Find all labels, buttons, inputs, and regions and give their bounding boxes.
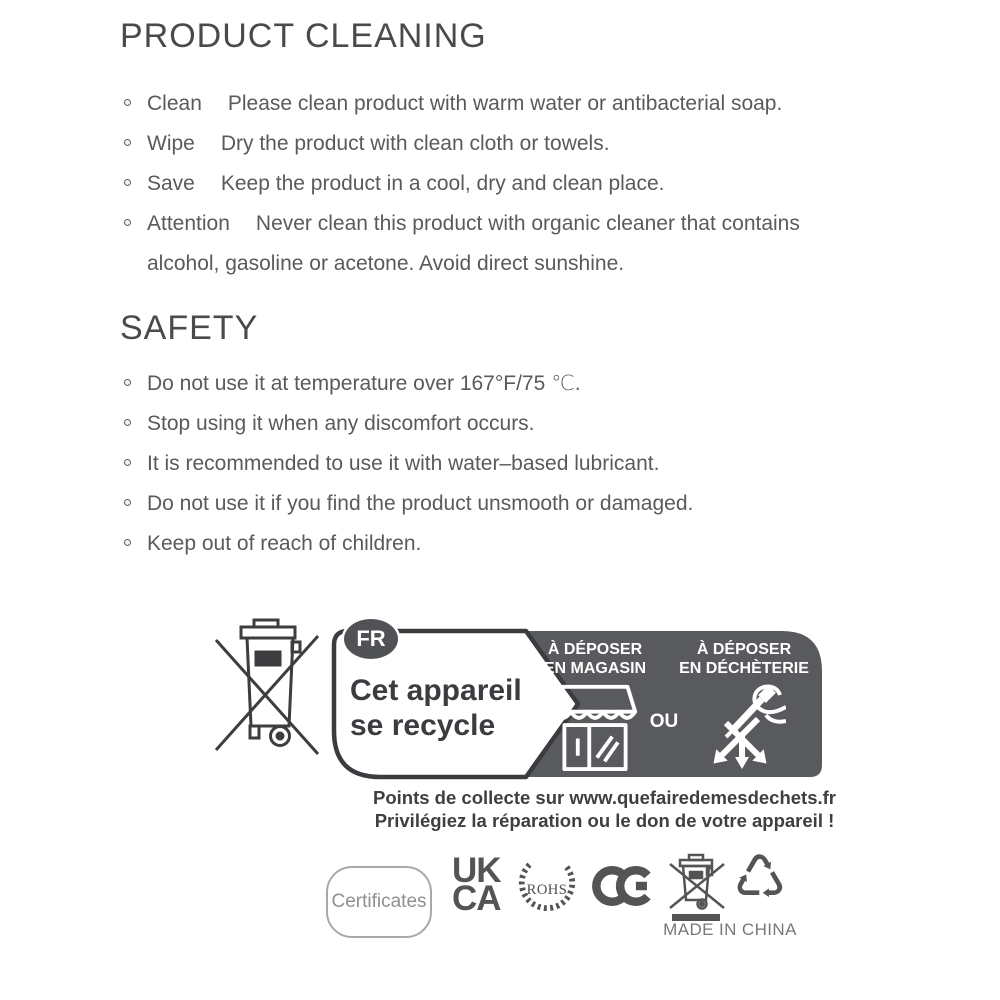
certificates-label-box bbox=[326, 866, 432, 938]
fr-country-tag: FR bbox=[344, 619, 398, 659]
option-line: EN DÉCHÈTERIE bbox=[679, 659, 809, 677]
ukca-line2: CA bbox=[452, 879, 501, 918]
item-text: Please clean product with warm water or antibacterial soap. bbox=[227, 92, 783, 115]
or-separator: OU bbox=[649, 711, 679, 732]
bullet-icon bbox=[124, 539, 131, 546]
section-title-cleaning: PRODUCT CLEANING bbox=[120, 17, 487, 55]
ukca-mark bbox=[452, 851, 501, 918]
list-item bbox=[120, 484, 837, 524]
deposit-dump-label bbox=[670, 641, 818, 678]
rohs-wreath-icon bbox=[514, 855, 580, 926]
item-text: Do not use it if you find the product unsmooth or damaged. bbox=[147, 492, 694, 515]
list-item bbox=[120, 204, 837, 284]
section-title-safety: SAFETY bbox=[120, 309, 259, 347]
rohs-text: ROHS bbox=[526, 881, 568, 898]
ukca-line1: UK bbox=[452, 851, 501, 890]
recycling-center-hand-icon bbox=[702, 677, 786, 776]
item-text: Never clean this product with organic cleaner that contains alcohol, gasoline or acetone. Avoid direct sunshine. bbox=[147, 212, 800, 275]
claim-line2: se recycle bbox=[350, 709, 496, 742]
item-label: Wipe bbox=[147, 132, 195, 155]
option-line: À DÉPOSER bbox=[547, 641, 643, 658]
list-item bbox=[120, 164, 837, 204]
storefront-icon bbox=[552, 683, 638, 776]
list-item bbox=[120, 84, 837, 124]
list-item bbox=[120, 404, 837, 444]
list-item bbox=[120, 444, 837, 484]
certificates-label: Certificates bbox=[331, 891, 427, 912]
bullet-icon bbox=[124, 219, 131, 226]
item-text: It is recommended to use it with water–based lubricant. bbox=[147, 452, 660, 475]
bullet-icon bbox=[124, 459, 131, 466]
bullet-icon bbox=[124, 419, 131, 426]
footnote-line1: Points de collecte sur www.quefairedemesdechets.fr bbox=[373, 787, 836, 808]
bullet-icon bbox=[124, 99, 131, 106]
bullet-icon bbox=[124, 139, 131, 146]
safety-list bbox=[120, 364, 837, 564]
collection-points-note bbox=[352, 786, 857, 832]
list-item bbox=[120, 364, 837, 404]
weee-crossed-bin-icon bbox=[214, 614, 324, 764]
bullet-icon bbox=[124, 499, 131, 506]
recycle-claim-text bbox=[350, 673, 522, 743]
made-in-label: MADE IN CHINA bbox=[663, 920, 797, 939]
cleaning-list bbox=[120, 84, 837, 284]
item-text: Do not use it at temperature over 167°F/75 ℃. bbox=[147, 372, 581, 395]
item-text: Keep out of reach of children. bbox=[147, 532, 422, 555]
recycling-mobius-icon: ♺ bbox=[733, 843, 787, 913]
list-item bbox=[120, 124, 837, 164]
item-text: Dry the product with clean cloth or towels. bbox=[220, 132, 610, 155]
bullet-icon bbox=[124, 379, 131, 386]
item-label: Save bbox=[147, 172, 195, 195]
deposit-store-label bbox=[520, 641, 670, 678]
footnote-line2: Privilégiez la réparation ou le don de votre appareil ! bbox=[374, 810, 835, 831]
info-tri-recycling-badge bbox=[330, 619, 824, 781]
item-text: Keep the product in a cool, dry and clean place. bbox=[220, 172, 665, 195]
claim-line1: Cet appareil bbox=[350, 674, 522, 707]
item-label: Clean bbox=[147, 92, 202, 115]
item-label: Attention bbox=[147, 212, 230, 235]
item-text: Stop using it when any discomfort occurs. bbox=[147, 412, 535, 435]
option-line: À DÉPOSER bbox=[696, 641, 792, 658]
list-item bbox=[120, 524, 837, 564]
ce-mark-icon bbox=[590, 861, 658, 916]
weee-small-bin-icon bbox=[666, 852, 728, 929]
option-line: EN MAGASIN bbox=[543, 659, 647, 677]
bullet-icon bbox=[124, 179, 131, 186]
